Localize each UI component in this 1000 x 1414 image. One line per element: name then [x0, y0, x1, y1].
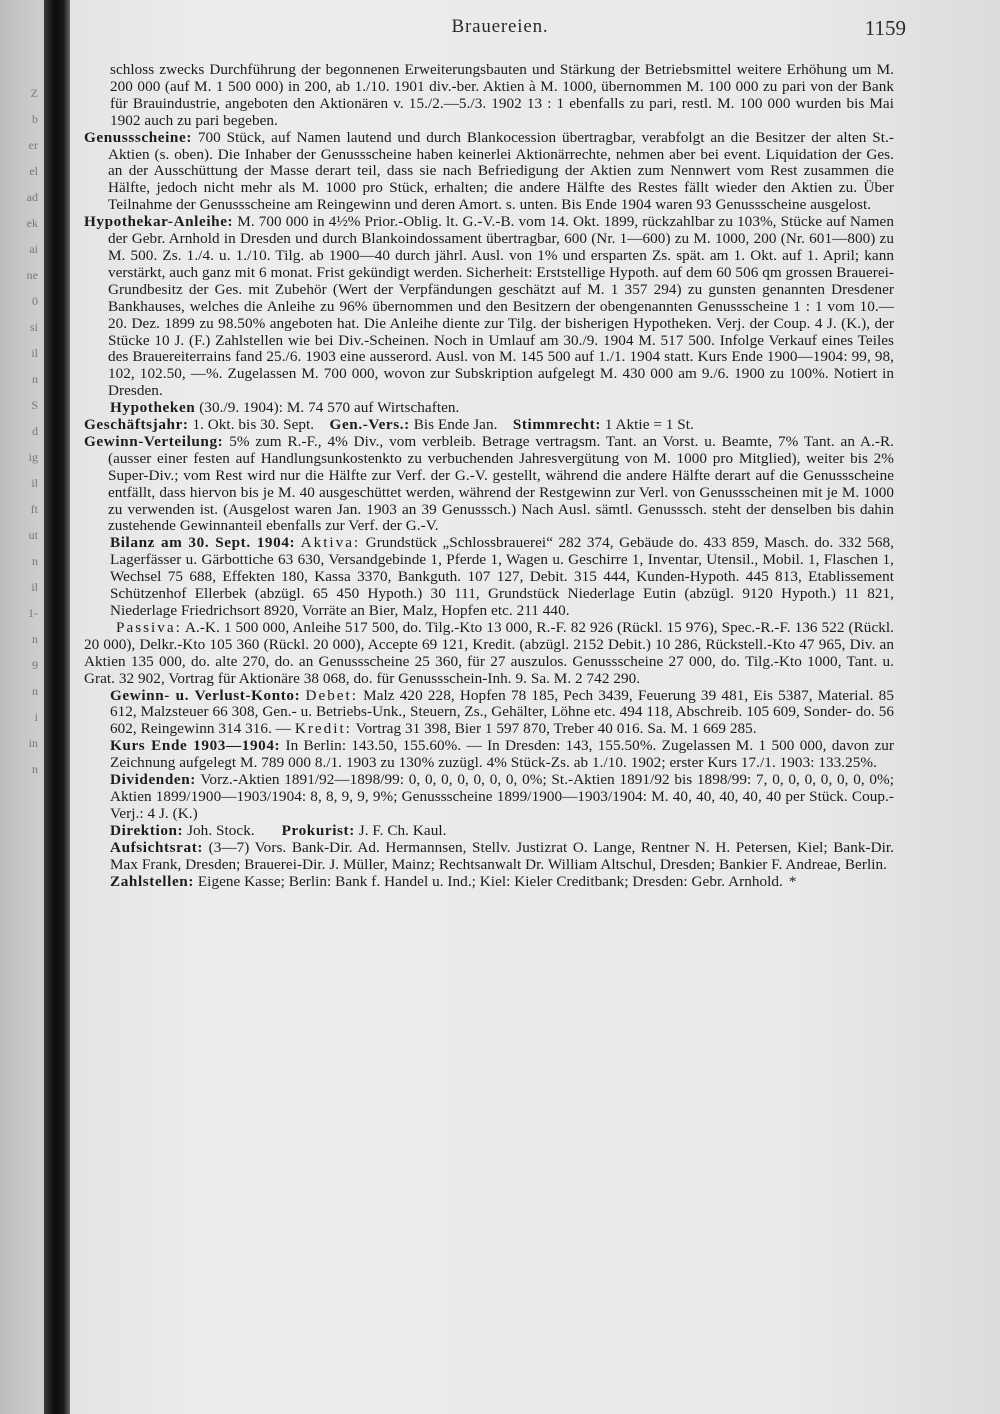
- kurs-paragraph: [84, 738, 894, 772]
- margin-fragment: ft: [30, 502, 38, 516]
- gewinnverteilung-paragraph: [84, 434, 894, 535]
- intro-paragraph: schloss zwecks Durchführung der begonnenen Erweiterungsbauten und Stärkung der Betriebsmittel weitere Erhöhung um M. 200 000 (auf M. 1 500 000) in 200, ab 1./10. 1901 div.-ber. Aktien à M. 1000, übernommen M. 100 000 zu pari von der Bank für Brauindustrie, angeboten den Aktionären v. 15./2.—5./3. 1902 13 : 1 ebenfalls zu pari, restl. M. 100 000 wurden bis Mai 1902 auch zu pari begeben.: [110, 61, 894, 129]
- dividenden-label: Dividenden:: [110, 771, 196, 789]
- dividenden-text: Vorz.-Aktien 1891/92—1898/99: 0, 0, 0, 0, 0, 0, 0, 0%; St.-Aktien 1891/92 bis 1898/99: 7, 0, 0, 0, 0, 0, 0, 0%; Aktien 1899/1900—1903/1904: 8, 8, 9, 9, 9%; Genussscheine 1899/1900—1903/1904: M. 40, 40, 40, 40, 40 per Stück. Coup.-Verj.: 4 J. (K.): [110, 771, 894, 822]
- hypothekar-label: Hypothekar-Anleihe:: [84, 213, 234, 231]
- stimmrecht-text: 1 Aktie = 1 St.: [604, 416, 694, 434]
- prokurist-label: Prokurist:: [281, 821, 355, 839]
- kredit-label: Kredit:: [294, 720, 352, 738]
- book-binding-gutter: [44, 0, 70, 1414]
- margin-fragment: n: [32, 632, 38, 646]
- prokurist-text: J. F. Ch. Kaul.: [358, 821, 447, 839]
- end-asterisk: *: [788, 872, 797, 890]
- aktiva-label: Aktiva:: [300, 534, 361, 552]
- passiva-text: A.-K. 1 500 000, Anleihe 517 500, do. Tilg.-Kto 13 000, R.-F. 82 926 (Rückl. 15 976), Spec.-R.-F. 136 522 (Rückl. 20 000), Delkr.-Kto 105 360 (Rückl. 20 000), Accepte 69 121, Kredit. (abzügl. 2152 Debit.) 10 286, Rückstell.-Kto 47 965, Div. an Aktien 135 000, do. alte 270, do. an Genussscheine 25 360, für 27 auszulos. Genussscheine 27 000, do. Tilg.-Kto 1000, Tant. u. Grat. 32 902, Vortrag für Aktionäre 38 068, do. für Genussschein-Inh. 9. Sa. M. 2 742 290.: [84, 618, 894, 687]
- stimmrecht-label: Stimmrecht:: [512, 416, 601, 434]
- geschaeftsjahr-text: 1. Okt. bis 30. Sept.: [192, 416, 315, 434]
- debet-text: Malz 420 228, Hopfen 78 185, Pech 3439, Feuerung 39 481, Eis 5387, Material. 85 612, Malzsteuer 66 308, Gen.- u. Betriebs-Unk., Steuern, Zs., Gehälter, Löhne etc. 494 118, Abschreib. 105 609, Sonder- do. 56 602, Reingewinn 314 316. —: [110, 686, 894, 738]
- margin-fragment: n: [32, 762, 38, 776]
- passiva-paragraph: [84, 620, 894, 688]
- running-title: Brauereien.: [451, 16, 549, 37]
- bilanz-label: Bilanz am 30. Sept. 1904:: [110, 534, 296, 552]
- margin-fragment: ek: [26, 216, 38, 230]
- margin-fragment: er: [28, 138, 38, 152]
- genvers-label: Gen.-Vers.:: [329, 416, 410, 434]
- margin-fragment: ad: [26, 190, 38, 204]
- margin-fragment: d: [32, 424, 38, 438]
- aktiva-text: Grundstück „Schlossbrauerei“ 282 374, Gebäude do. 433 859, Masch. do. 332 568, Lagerfässer u. Gärbottiche 63 630, Versandgebinde 1, Pferde 1, Wagen u. Geschirre 1, Inventar, Utensil., Mobil. 1, Flaschen 1, Wechsel 75 688, Effekten 180, Kassa 3370, Bankguth. 107 127, Debit. 315 444, Kunden-Hypoth. 445 813, Etablissement Schützenhof Ellerbek (abzügl. 65 450 Hypoth.) 30 111, Grundstück Niederlage Eutin (abzügl. 9120 Hypoth.) 11 821, Niederlage Friedrichsort 8920, Vorräte an Bier, Malz, Hopfen etc. 211 440.: [110, 534, 894, 619]
- article-body: [84, 62, 894, 890]
- kurs-text: In Berlin: 143.50, 155.60%. — In Dresden: 143, 155.50%. Zugelassen M. 1 500 000, davon zur Zeichnung aufgelegt M. 789 000 8./1. 1903 zu 130% zuzügl. 4% Stück-Zs. ab 1./10. 1902; erster Kurs 17./1. 1903: 133.25%.: [110, 737, 894, 772]
- aufsichtsrat-text: (3—7) Vors. Bank-Dir. Ad. Hermannsen, Stellv. Justizrat O. Lange, Rentner N. H. Petersen, Kiel; Bank-Dir. Max Frank, Dresden; Brauerei-Dir. J. Müller, Mainz; Rechtsanwalt Dr. William Altschul, Dresden; Bankier F. Andreae, Berlin.: [110, 838, 894, 873]
- margin-fragment: ai: [29, 242, 38, 256]
- genussscheine-label: Genussscheine:: [84, 128, 192, 146]
- margin-fragment: ut: [28, 528, 38, 542]
- zahlstellen-label: Zahlstellen:: [110, 872, 194, 890]
- margin-fragment: ne: [26, 268, 38, 282]
- margin-fragment: il: [31, 346, 38, 360]
- margin-fragment: 0: [32, 294, 38, 308]
- dividenden-paragraph: [84, 772, 894, 823]
- margin-fragment: 9: [32, 658, 38, 672]
- zahlstellen-paragraph: [84, 874, 894, 891]
- gewinnverteilung-label: Gewinn-Verteilung:: [84, 432, 224, 450]
- gewinnverteilung-text: 5% zum R.-F., 4% Div., vom verbleib. Betrage vertragsm. Tant. an Vorst. u. Beamte, 7% Tant. an A.-R. (ausser einer festen auf Handlungsunkostenkto zu verbuchenden Jahresvergütung von M. 1000 pro Mitglied), weiter bis 2% Super-Div.; vom Rest wird nur die Hälfte zur Verf. der G.-V. gestellt, während die andere Hälfte derart auf die Genussscheine entfällt, dass hiervon bis je M. 40 ausgeschüttet werden, während der Restgewinn zur Verl. von Genussscheinen mit je M. 1000 zu verwenden ist. (Ausgelost waren Jan. 1903 an 39 Genusssch.) Nach Ausl. sämtl. Genusssch. steht der denselben bis dahin zustehende Gewinnanteil ebenfalls zur Verf. der G.-V.: [108, 432, 894, 535]
- zahlstellen-text: Eigene Kasse; Berlin: Bank f. Handel u. Ind.; Kiel: Kieler Creditbank; Dresden: Gebr. Arnhold.: [197, 872, 783, 890]
- hypothekar-text: M. 700 000 in 4½% Prior.-Oblig. lt. G.-V.-B. vom 14. Okt. 1899, rückzahlbar zu 103%, Stücke auf Namen der Gebr. Arnhold in Dresden und durch Blankoindossament übertragbar, 600 (Nr. 1—600) zu M. 1000, 200 (Nr. 601—800) zu M. 500. Zs. 1./4. u. 1./10. Tilg. ab 1900—40 durch jährl. Ausl. von 1% und ersparten Zs. spät. am 1. Okt. auf 1. April; kann verstärkt, auch ganz mit 6 monat. Frist gekündigt werden. Sicherheit: Erststellige Hypoth. auf dem 60 506 qm grossen Brauerei-Grundbesitz der Ges. mit Zubehör (Wert der Verpfändungen geschätzt auf M. 1 357 294) zu gunsten genannten Dresdener Bankhauses, welches die Anleihe zu 96% übernommen und den Besitzern der obengenannten Genussscheine 1 : 1 vom 10.—20. Dez. 1899 zu 98.50% angeboten hat. Die Anleihe diente zur Tilg. der bisherigen Hypotheken. Verj. der Coup. 4 J. (K.), der Stücke 10 J. (F.) Zahlstellen wie bei Div.-Scheinen. Noch in Umlauf am 30./9. 1904 M. 517 500. Infolge Verkauf eines Teiles des Brauereiterrains fand 25./6. 1903 eine ausserord. Ausl. von M. 145 500 auf 1./1. 1904 statt. Kurs Ende 1900—1904: 99, 98, 102, 102.50, —%. Zugelassen M. 700 000, wovon zur Subskription aufgelegt M. 430 000 am 9./6. 1900 zu 100%. Notiert in Dresden.: [108, 213, 894, 400]
- aufsichtsrat-paragraph: [84, 840, 894, 874]
- direktion-paragraph: [84, 823, 894, 840]
- guv-label: Gewinn- u. Verlust-Konto:: [110, 686, 301, 704]
- guv-paragraph: [84, 688, 894, 739]
- margin-fragment: il: [31, 476, 38, 490]
- margin-fragment: n: [32, 372, 38, 386]
- hypotheken-label: Hypotheken: [110, 399, 196, 417]
- debet-label: Debet:: [305, 686, 358, 704]
- page-header: [100, 16, 906, 46]
- margin-fragment: el: [29, 164, 38, 178]
- margin-fragment: n: [32, 684, 38, 698]
- hypotheken-paragraph: [84, 400, 894, 417]
- margin-fragment: S: [31, 398, 38, 412]
- geschaeftsjahr-paragraph: [84, 417, 894, 434]
- genvers-text: Bis Ende Jan.: [413, 416, 498, 434]
- previous-page-margin: [0, 0, 44, 1414]
- geschaeftsjahr-label: Geschäftsjahr:: [84, 416, 189, 434]
- margin-fragment: i: [34, 710, 38, 724]
- aufsichtsrat-label: Aufsichtsrat:: [110, 838, 204, 856]
- margin-fragment: 1-: [28, 606, 38, 620]
- margin-fragment: si: [29, 320, 38, 334]
- margin-fragment: n: [32, 554, 38, 568]
- direktion-label: Direktion:: [110, 821, 184, 839]
- bilanz-aktiva-paragraph: [84, 535, 894, 620]
- genussscheine-paragraph: [84, 130, 894, 215]
- passiva-label: Passiva:: [116, 618, 182, 636]
- hypothekar-paragraph: [84, 214, 894, 400]
- kredit-text: Vortrag 31 398, Bier 1 597 870, Treber 40 016. Sa. M. 1 669 285.: [355, 720, 757, 738]
- genussscheine-text: 700 Stück, auf Namen lautend und durch Blankocession übertragbar, verabfolgt an die Besitzer der alten St.-Aktien (s. oben). Die Inhaber der Genussscheine haben keinerlei Aktionärrechte, nehmen aber bei event. Liquidation der Ges. an der Ausschüttung der Masse derart teil, dass sie nach Befriedigung der Aktien zum Nennwert vom Rest zusammen die Hälfte, jedoch nicht mehr als M. 1000 pro Stück, erhalten; die andere Hälfte des Restes fällt wieder den Aktien zu. Über Teilnahme der Genussscheine am Reingewinn und deren Amort. s. unten. Bis Ende 1904 waren 93 Genussscheine ausgelost.: [108, 128, 894, 214]
- margin-fragment: ig: [28, 450, 38, 464]
- kurs-label: Kurs Ende 1903—1904:: [110, 737, 281, 755]
- margin-fragment: Z: [30, 86, 38, 100]
- hypotheken-text: (30./9. 1904): M. 74 570 auf Wirtschaften.: [199, 399, 460, 417]
- margin-fragment: in: [28, 736, 38, 750]
- page-number: 1159: [864, 16, 906, 40]
- direktion-text: Joh. Stock.: [187, 821, 255, 839]
- margin-fragment: il: [31, 580, 38, 594]
- margin-fragment: b: [32, 112, 38, 126]
